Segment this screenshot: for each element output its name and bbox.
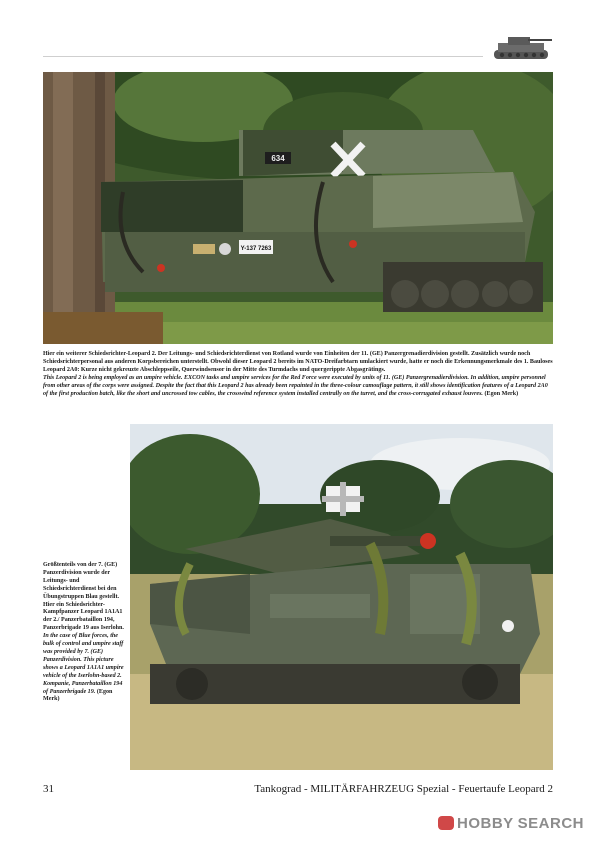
footer-title: Tankograd - MILITÄRFAHRZEUG Spezial - Feuertaufe Leopard 2 (254, 783, 553, 795)
leopard-2-photo (43, 72, 553, 344)
header-rule (43, 56, 483, 57)
photo-credit: (Egon Merk) (43, 688, 113, 703)
hobby-search-logo-icon (438, 816, 454, 830)
photo-credit: (Egon Merk) (484, 390, 519, 397)
watermark-hobby: HOBBY (456, 815, 514, 832)
watermark-search: SEARCH (517, 815, 584, 832)
vehicle-plate: Y-137 7263 (240, 246, 272, 252)
caption-leopard-1a1a1 (43, 562, 125, 704)
caption-leopard-2 (43, 351, 553, 398)
hobby-search-watermark (438, 815, 584, 832)
page-number: 31 (43, 783, 54, 795)
turret-number: 634 (271, 154, 285, 163)
caption-german: Größtenteils von der 7. (GE) Panzerdivision wurde der Leitungs- und Schiedsrichterdienst bei den Übungstruppen Blau gestellt. Hier ein Schiedsrichter-Kampfpanzer Leopard 1A1A1 der 2./ Panzerbataillon 194, Panzerbrigade 19 aus Iserlohn. (43, 562, 124, 632)
caption-english: This Leopard 2 is being employed as an umpire vehicle. EXCON tasks and umpire services for the Red Force were executed by units of 11. (GE) Panzergrenadierdivision. In addition, umpire personnel from other areas of the corps were assigned. Despite the fact that this Leopard 2 has already been repainted in the three-colour camouflage pattern, it still shows identification features of a Leopard 2A0 of the first production batch, like the short and uncrossed tow cables, the crosswind reference system installed centrally on the turret, and the cross-corrugated exhaust louvres. (43, 374, 548, 397)
caption-german: Hier ein weiterer Schiedsrichter-Leopard 2. Der Leitungs- und Schiedsrichterdienst von Rotland wurde von Einheiten der 11. (GE) Panzergrenadierdivision gestellt. Zusätzlich wurde noch Schiedsrichterpersonal aus anderen Korpsbereichen unterstellt. Obwohl dieser Leopard 2 bereits im NATO-Dreifarbtarn umlackiert wurde, hatte er noch die Erkennungsmerkmale des 1. Bauloses Leopard 2A0: Kurze nicht gekreuzte Abschleppseile, Querwindsensor in der Mitte des Turmdachs und quergerippte Abgasgrätings. (43, 351, 553, 373)
caption-english: In the case of Blue forces, the bulk of control and umpire staff was provided by 7. (GE) Panzerdivision. This picture shows a Leopard 1A1A1 umpire vehicle of the Iserlohn-based 2. Kompanie, Panzerbataillon 194 of Panzerbrigade 19. (43, 633, 124, 695)
header-tank-icon (488, 30, 554, 64)
leopard-1a1a1-photo (130, 424, 553, 770)
